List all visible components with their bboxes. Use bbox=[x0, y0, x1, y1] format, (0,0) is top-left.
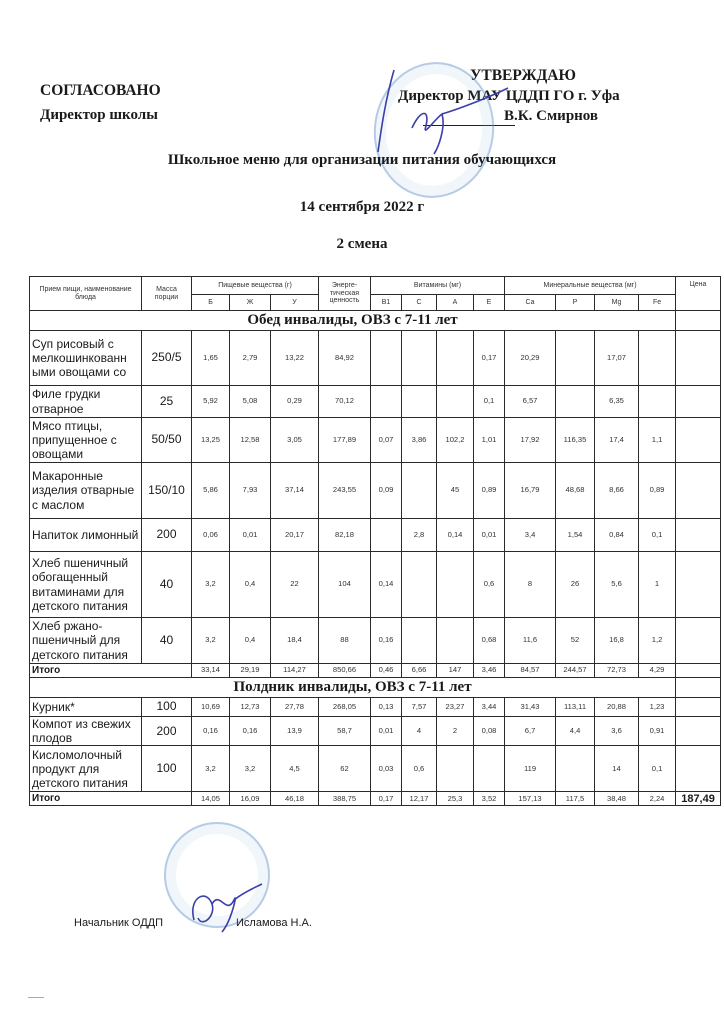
signature-icon bbox=[372, 68, 512, 158]
value-u: 37,14 bbox=[271, 463, 319, 519]
value-a bbox=[437, 386, 474, 418]
value-b: 5,86 bbox=[192, 463, 230, 519]
total-zh: 16,09 bbox=[230, 792, 271, 806]
price-cell bbox=[676, 331, 721, 386]
total-price bbox=[676, 664, 721, 678]
value-fe: 0,91 bbox=[639, 717, 676, 746]
portion-mass: 200 bbox=[142, 519, 192, 552]
total-energy: 388,75 bbox=[319, 792, 371, 806]
col-carbs: У bbox=[271, 295, 319, 311]
value-b1: 0,03 bbox=[371, 746, 402, 792]
value-fe bbox=[639, 331, 676, 386]
value-p: 52 bbox=[556, 618, 595, 664]
value-energy: 243,55 bbox=[319, 463, 371, 519]
total-a: 25,3 bbox=[437, 792, 474, 806]
col-b1: B1 bbox=[371, 295, 402, 311]
value-e: 0,89 bbox=[474, 463, 505, 519]
value-b: 0,16 bbox=[192, 717, 230, 746]
value-u: 0,29 bbox=[271, 386, 319, 418]
total-fe: 4,29 bbox=[639, 664, 676, 678]
value-zh: 0,01 bbox=[230, 519, 271, 552]
section-title: Полдник инвалиды, ОВЗ с 7-11 лет bbox=[30, 678, 676, 698]
value-u: 27,78 bbox=[271, 698, 319, 717]
value-energy: 177,89 bbox=[319, 418, 371, 463]
table-row bbox=[30, 386, 721, 418]
value-b1 bbox=[371, 386, 402, 418]
col-fe: Fe bbox=[639, 295, 676, 311]
total-price: 187,49 bbox=[676, 792, 721, 806]
value-zh: 0,16 bbox=[230, 717, 271, 746]
value-c: 4 bbox=[402, 717, 437, 746]
portion-mass: 250/5 bbox=[142, 331, 192, 386]
table-row bbox=[30, 552, 721, 618]
value-mg: 16,8 bbox=[595, 618, 639, 664]
header-row bbox=[30, 277, 721, 295]
price-cell bbox=[676, 717, 721, 746]
footer-position: Начальник ОДДП bbox=[74, 917, 164, 929]
portion-mass: 100 bbox=[142, 746, 192, 792]
value-energy: 62 bbox=[319, 746, 371, 792]
col-price: Цена bbox=[676, 277, 721, 311]
value-energy: 84,92 bbox=[319, 331, 371, 386]
col-c: C bbox=[402, 295, 437, 311]
col-e: E bbox=[474, 295, 505, 311]
portion-mass: 100 bbox=[142, 698, 192, 717]
value-energy: 82,18 bbox=[319, 519, 371, 552]
section-title: Обед инвалиды, ОВЗ с 7-11 лет bbox=[30, 311, 676, 331]
value-b1: 0,13 bbox=[371, 698, 402, 717]
value-e bbox=[474, 746, 505, 792]
value-fe: 1,1 bbox=[639, 418, 676, 463]
col-energy: Энерге-тическая ценность bbox=[319, 277, 371, 311]
value-zh: 3,2 bbox=[230, 746, 271, 792]
col-group-minerals: Минеральные вещества (мг) bbox=[505, 277, 676, 295]
total-mg: 38,48 bbox=[595, 792, 639, 806]
price-cell bbox=[676, 311, 721, 331]
dish-name: Напиток лимонный bbox=[30, 519, 142, 552]
price-cell bbox=[676, 463, 721, 519]
value-ca: 17,92 bbox=[505, 418, 556, 463]
col-ca: Ca bbox=[505, 295, 556, 311]
value-a bbox=[437, 746, 474, 792]
total-zh: 29,19 bbox=[230, 664, 271, 678]
value-c bbox=[402, 463, 437, 519]
total-row bbox=[30, 792, 721, 806]
value-ca: 6,57 bbox=[505, 386, 556, 418]
col-a: A bbox=[437, 295, 474, 311]
portion-mass: 40 bbox=[142, 618, 192, 664]
total-c: 6,66 bbox=[402, 664, 437, 678]
value-fe: 1,2 bbox=[639, 618, 676, 664]
total-ca: 84,57 bbox=[505, 664, 556, 678]
value-e: 0,08 bbox=[474, 717, 505, 746]
value-energy: 70,12 bbox=[319, 386, 371, 418]
value-a: 45 bbox=[437, 463, 474, 519]
portion-mass: 150/10 bbox=[142, 463, 192, 519]
value-ca: 11,6 bbox=[505, 618, 556, 664]
total-label: Итого bbox=[30, 792, 192, 806]
value-mg: 8,66 bbox=[595, 463, 639, 519]
table-row bbox=[30, 717, 721, 746]
value-ca: 8 bbox=[505, 552, 556, 618]
value-ca: 20,29 bbox=[505, 331, 556, 386]
value-p: 4,4 bbox=[556, 717, 595, 746]
total-ca: 157,13 bbox=[505, 792, 556, 806]
value-u: 18,4 bbox=[271, 618, 319, 664]
value-c: 7,57 bbox=[402, 698, 437, 717]
portion-mass: 40 bbox=[142, 552, 192, 618]
dish-name: Филе грудки отварное bbox=[30, 386, 142, 418]
value-p: 48,68 bbox=[556, 463, 595, 519]
value-b1 bbox=[371, 519, 402, 552]
menu-table bbox=[29, 276, 721, 806]
value-c: 3,86 bbox=[402, 418, 437, 463]
value-fe: 1 bbox=[639, 552, 676, 618]
portion-mass: 50/50 bbox=[142, 418, 192, 463]
section-row bbox=[30, 678, 721, 698]
value-fe: 0,1 bbox=[639, 746, 676, 792]
value-mg: 14 bbox=[595, 746, 639, 792]
value-energy: 88 bbox=[319, 618, 371, 664]
value-a bbox=[437, 618, 474, 664]
value-u: 4,5 bbox=[271, 746, 319, 792]
col-protein: Б bbox=[192, 295, 230, 311]
col-mg: Mg bbox=[595, 295, 639, 311]
value-e: 0,1 bbox=[474, 386, 505, 418]
approval-label: СОГЛАСОВАНО bbox=[40, 82, 161, 99]
value-ca: 119 bbox=[505, 746, 556, 792]
value-p: 26 bbox=[556, 552, 595, 618]
col-portion-mass: Масса порции bbox=[142, 277, 192, 311]
value-b1: 0,07 bbox=[371, 418, 402, 463]
value-b: 0,06 bbox=[192, 519, 230, 552]
price-cell bbox=[676, 519, 721, 552]
value-a bbox=[437, 552, 474, 618]
dish-name: Курник* bbox=[30, 698, 142, 717]
dish-name: Компот из свежих плодов bbox=[30, 717, 142, 746]
total-c: 12,17 bbox=[402, 792, 437, 806]
value-e: 0,68 bbox=[474, 618, 505, 664]
dish-name: Хлеб пшеничный обогащенный витаминами для детского питания bbox=[30, 552, 142, 618]
value-p bbox=[556, 331, 595, 386]
section-row bbox=[30, 311, 721, 331]
dish-name: Кисломолочный продукт для детского питания bbox=[30, 746, 142, 792]
col-group-nutrients: Пищевые вещества (г) bbox=[192, 277, 319, 295]
page-title: Школьное меню для организации питания обучающихся bbox=[167, 152, 557, 168]
value-e: 0,6 bbox=[474, 552, 505, 618]
value-u: 3,05 bbox=[271, 418, 319, 463]
table-row bbox=[30, 331, 721, 386]
dish-name: Макаронные изделия отварные с маслом bbox=[30, 463, 142, 519]
shift-label: 2 смена bbox=[336, 236, 388, 252]
price-cell bbox=[676, 678, 721, 698]
value-mg: 17,07 bbox=[595, 331, 639, 386]
value-zh: 12,58 bbox=[230, 418, 271, 463]
value-e: 0,17 bbox=[474, 331, 505, 386]
value-u: 13,22 bbox=[271, 331, 319, 386]
value-e: 0,01 bbox=[474, 519, 505, 552]
value-ca: 31,43 bbox=[505, 698, 556, 717]
table-row bbox=[30, 746, 721, 792]
total-label: Итого bbox=[30, 664, 192, 678]
value-e: 1,01 bbox=[474, 418, 505, 463]
value-c bbox=[402, 618, 437, 664]
value-b1: 0,09 bbox=[371, 463, 402, 519]
value-a: 102,2 bbox=[437, 418, 474, 463]
value-c bbox=[402, 552, 437, 618]
value-p: 113,11 bbox=[556, 698, 595, 717]
price-cell bbox=[676, 386, 721, 418]
value-b1: 0,01 bbox=[371, 717, 402, 746]
value-a: 0,14 bbox=[437, 519, 474, 552]
dish-name: Суп рисовый с мелкошинкованн ыми овощами со bbox=[30, 331, 142, 386]
total-mg: 72,73 bbox=[595, 664, 639, 678]
value-b: 3,2 bbox=[192, 552, 230, 618]
value-mg: 0,84 bbox=[595, 519, 639, 552]
value-b: 3,2 bbox=[192, 746, 230, 792]
approval-position: Директор школы bbox=[40, 107, 158, 123]
value-b: 3,2 bbox=[192, 618, 230, 664]
value-fe: 0,89 bbox=[639, 463, 676, 519]
confirm-position: Директор МАУ ЦДДП ГО г. Уфа bbox=[398, 88, 620, 104]
total-p: 244,57 bbox=[556, 664, 595, 678]
value-ca: 6,7 bbox=[505, 717, 556, 746]
value-mg: 3,6 bbox=[595, 717, 639, 746]
scan-artifact bbox=[28, 997, 44, 998]
price-cell bbox=[676, 552, 721, 618]
value-b: 10,69 bbox=[192, 698, 230, 717]
value-ca: 3,4 bbox=[505, 519, 556, 552]
total-e: 3,52 bbox=[474, 792, 505, 806]
value-mg: 6,35 bbox=[595, 386, 639, 418]
value-mg: 17,4 bbox=[595, 418, 639, 463]
total-p: 117,5 bbox=[556, 792, 595, 806]
menu-date: 14 сентября 2022 г bbox=[299, 199, 425, 215]
table-row bbox=[30, 418, 721, 463]
value-ca: 16,79 bbox=[505, 463, 556, 519]
value-c: 0,6 bbox=[402, 746, 437, 792]
total-b: 33,14 bbox=[192, 664, 230, 678]
value-energy: 104 bbox=[319, 552, 371, 618]
price-cell bbox=[676, 746, 721, 792]
value-energy: 58,7 bbox=[319, 717, 371, 746]
dish-name: Мясо птицы, припущенное с овощами bbox=[30, 418, 142, 463]
value-b: 13,25 bbox=[192, 418, 230, 463]
value-p: 1,54 bbox=[556, 519, 595, 552]
value-zh: 2,79 bbox=[230, 331, 271, 386]
value-zh: 7,93 bbox=[230, 463, 271, 519]
value-a bbox=[437, 331, 474, 386]
value-fe: 0,1 bbox=[639, 519, 676, 552]
value-zh: 0,4 bbox=[230, 618, 271, 664]
total-energy: 850,66 bbox=[319, 664, 371, 678]
price-cell bbox=[676, 418, 721, 463]
confirm-label: УТВЕРЖДАЮ bbox=[470, 67, 576, 84]
total-row bbox=[30, 664, 721, 678]
value-c bbox=[402, 331, 437, 386]
col-fat: Ж bbox=[230, 295, 271, 311]
total-fe: 2,24 bbox=[639, 792, 676, 806]
value-b: 5,92 bbox=[192, 386, 230, 418]
value-a: 23,27 bbox=[437, 698, 474, 717]
value-c bbox=[402, 386, 437, 418]
value-zh: 12,73 bbox=[230, 698, 271, 717]
value-energy: 268,05 bbox=[319, 698, 371, 717]
value-c: 2,8 bbox=[402, 519, 437, 552]
total-u: 114,27 bbox=[271, 664, 319, 678]
portion-mass: 25 bbox=[142, 386, 192, 418]
value-mg: 20,88 bbox=[595, 698, 639, 717]
portion-mass: 200 bbox=[142, 717, 192, 746]
footer-signatory: Исламова Н.А. bbox=[236, 917, 312, 929]
col-meal-name: Прием пищи, наименование блюда bbox=[30, 277, 142, 311]
total-a: 147 bbox=[437, 664, 474, 678]
value-u: 22 bbox=[271, 552, 319, 618]
value-zh: 0,4 bbox=[230, 552, 271, 618]
table-row bbox=[30, 698, 721, 717]
total-e: 3,46 bbox=[474, 664, 505, 678]
value-b: 1,65 bbox=[192, 331, 230, 386]
confirm-signatory: В.К. Смирнов bbox=[504, 108, 599, 124]
total-b: 14,05 bbox=[192, 792, 230, 806]
value-u: 20,17 bbox=[271, 519, 319, 552]
dish-name: Хлеб ржано-пшеничный для детского питания bbox=[30, 618, 142, 664]
value-b1: 0,14 bbox=[371, 552, 402, 618]
table-row bbox=[30, 519, 721, 552]
price-cell bbox=[676, 618, 721, 664]
value-mg: 5,6 bbox=[595, 552, 639, 618]
total-u: 46,18 bbox=[271, 792, 319, 806]
table-row bbox=[30, 618, 721, 664]
total-b1: 0,46 bbox=[371, 664, 402, 678]
col-group-vitamins: Витамины (мг) bbox=[371, 277, 505, 295]
value-e: 3,44 bbox=[474, 698, 505, 717]
value-fe: 1,23 bbox=[639, 698, 676, 717]
price-cell bbox=[676, 698, 721, 717]
value-fe bbox=[639, 386, 676, 418]
value-p bbox=[556, 746, 595, 792]
value-p bbox=[556, 386, 595, 418]
value-u: 13,9 bbox=[271, 717, 319, 746]
value-zh: 5,08 bbox=[230, 386, 271, 418]
total-b1: 0,17 bbox=[371, 792, 402, 806]
col-p: P bbox=[556, 295, 595, 311]
table-row bbox=[30, 463, 721, 519]
value-b1 bbox=[371, 331, 402, 386]
value-a: 2 bbox=[437, 717, 474, 746]
value-p: 116,35 bbox=[556, 418, 595, 463]
value-b1: 0,16 bbox=[371, 618, 402, 664]
